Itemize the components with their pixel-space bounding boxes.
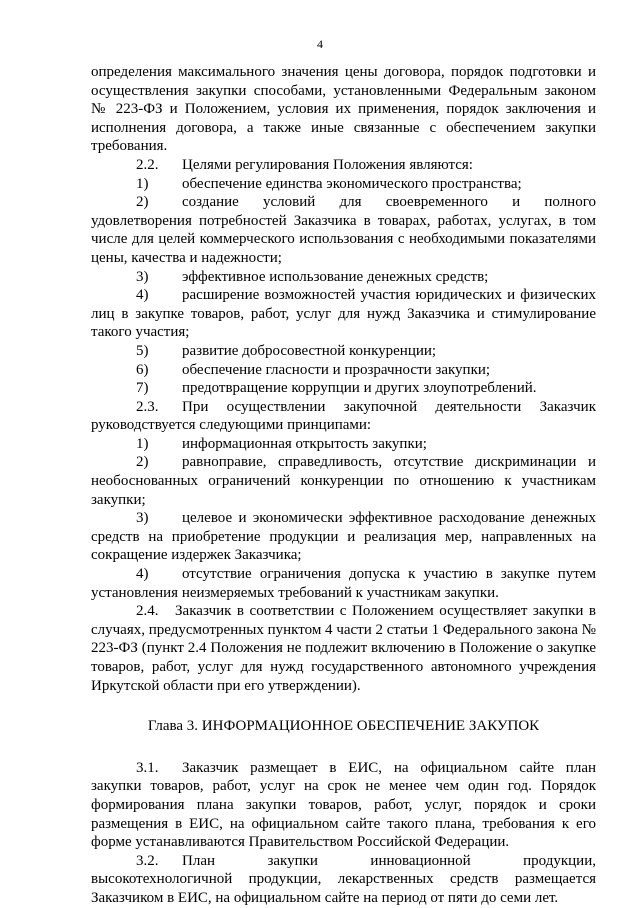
- clause-2-3: [91, 398, 596, 417]
- goal-item: [91, 379, 596, 398]
- list-item-text: эффективное использование денежных средств;: [182, 268, 489, 285]
- clause-3-1: [91, 759, 596, 778]
- clause-text-continuation: высокотехнологичной продукции, лекарственных средств размещается Заказчиком в ЕИС, на официальном сайте на период от пяти до семи лет.: [91, 871, 596, 906]
- list-item-text: целевое и экономически эффективное расходование денежных: [182, 510, 596, 527]
- clause-2-2: [91, 156, 596, 175]
- goals-list: [91, 175, 596, 398]
- list-item-text: равноправие, справедливость, отсутствие дискриминации и: [182, 454, 596, 471]
- clause-2-4: 2.4. Заказчик в соответствии с Положением осуществляет закупки в случаях, предусмотренных пунктом 4 части 2 статьи 1 Федерального закона № 223-ФЗ (пункт 2.4 Положения не подлежит включению в Положение о закупке товаров, работ, услуг для нужд государственного автономного учреждения Иркутской области при его утверждении).: [91, 603, 596, 694]
- clause-number: 3.2.: [136, 852, 159, 869]
- clause-text: Целями регулирования Положения являются:: [182, 156, 473, 173]
- list-item-number: 4): [136, 566, 149, 583]
- list-item-text: отсутствие ограничения допуска к участию в закупке путем: [182, 566, 596, 583]
- list-item-text: развитие добросовестной конкуренции;: [182, 342, 437, 359]
- list-item-text: обеспечение гласности и прозрачности закупки;: [182, 361, 491, 378]
- list-item-number: 6): [136, 361, 149, 378]
- clause-number: 3.1.: [136, 759, 159, 776]
- list-item-number: 2): [136, 454, 149, 471]
- list-item-text: предотвращение коррупции и других злоупотреблений.: [182, 380, 537, 397]
- clause-text-continuation: руководствуется следующими принципами:: [91, 417, 372, 434]
- goal-item: [91, 175, 596, 194]
- list-item-number: 1): [136, 435, 149, 452]
- principle-item: [91, 453, 596, 472]
- clause-number: 2.2.: [136, 156, 159, 173]
- document-body: [91, 63, 596, 908]
- list-item-continuation: средств на приобретение продукции и реализация мер, направленных на сокращение издержек Заказчика;: [91, 528, 596, 564]
- list-item-text: информационная открытость закупки;: [182, 435, 427, 452]
- list-item-text: обеспечение единства экономического пространства;: [182, 175, 522, 192]
- list-item-number: 2): [136, 194, 149, 211]
- principle-item: [91, 509, 596, 528]
- goal-item: [91, 342, 596, 361]
- clause-text-continuation: закупки товаров, работ, услуг на срок не менее чем один год. Порядок формирования плана закупки товаров, работ, услуг, порядок и сроки размещения в ЕИС, на официальном сайте такого плана, требования к его форме устанавливаются Правительством Российской Федерации.: [91, 778, 596, 851]
- list-item-number: 7): [136, 380, 149, 397]
- list-item-number: 3): [136, 510, 149, 527]
- list-item-continuation: необоснованных ограничений конкуренции по отношению к участникам закупки;: [91, 473, 596, 508]
- clause-text-first-line: Заказчик размещает в ЕИС, на официальном сайте план: [182, 759, 596, 776]
- list-item-number: 1): [136, 175, 149, 192]
- paragraph-intro: определения максимального значения цены договора, порядок подготовки и осуществления закупки способами, установленными Федеральным законом № 223-ФЗ и Положением, условия их применения, порядок заключения и исполнения договора, а также иные связанные с обеспечением закупки требования.: [91, 64, 596, 155]
- clause-text-first-line: План закупки инновационной продукции,: [182, 852, 596, 869]
- goal-item: [91, 286, 596, 305]
- list-item-number: 5): [136, 342, 149, 359]
- goal-item: [91, 361, 596, 380]
- principle-item: [91, 435, 596, 454]
- principles-list: [91, 435, 596, 602]
- list-item-continuation: удовлетворения потребностей Заказчика в товарах, работах, услугах, в том числе для целей коммерческого использования с необходимыми показателями цены, качества и надежности;: [91, 212, 596, 266]
- list-item-number: 4): [136, 287, 149, 304]
- list-item-number: 3): [136, 268, 149, 285]
- clause-number: 2.3.: [136, 398, 159, 415]
- goal-item: [91, 268, 596, 287]
- list-item-continuation: лиц в закупке товаров, работ, услуг для нужд Заказчика и стимулирование такого участия;: [91, 305, 596, 341]
- clause-3-2: [91, 852, 596, 871]
- list-item-text: расширение возможностей участия юридических и физических: [182, 287, 596, 304]
- principle-item: [91, 565, 596, 584]
- list-item-continuation: установления неизмеряемых требований к участникам закупки.: [91, 584, 499, 601]
- clause-text-first-line: При осуществлении закупочной деятельности Заказчик: [182, 398, 596, 415]
- chapter-title: Глава 3. ИНФОРМАЦИОННОЕ ОБЕСПЕЧЕНИЕ ЗАКУПОК: [147, 718, 540, 735]
- goal-item: [91, 193, 596, 212]
- page-number: 4: [317, 37, 323, 51]
- list-item-text: создание условий для своевременного и полного: [182, 194, 596, 211]
